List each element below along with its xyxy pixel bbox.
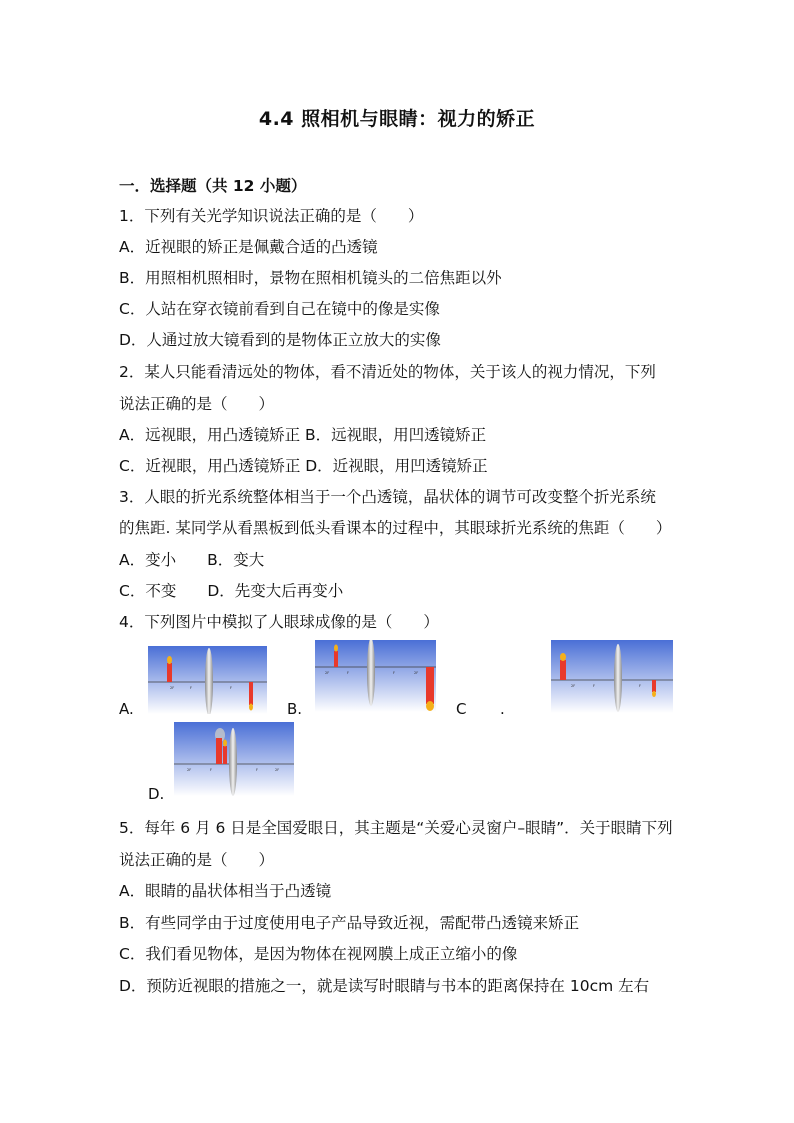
option-d-label: D. [148,785,165,803]
svg-text:2F: 2F [170,686,175,690]
svg-text:2F: 2F [414,671,419,675]
question-5-option-a: A．眼睛的晶状体相当于凸透镜 [119,882,332,900]
question-1-option-c: C．人站在穿衣镜前看到自己在镜中的像是实像 [119,300,440,318]
option-c-label: C [456,700,467,718]
svg-text:F: F [190,686,193,690]
question-5-option-b: B．有些同学由于过度使用电子产品导致近视，需配带凸透镜来矫正 [119,914,580,932]
question-1-option-a: A．近视眼的矫正是佩戴合适的凸透镜 [119,238,378,256]
svg-text:F: F [347,671,350,675]
svg-text:2F: 2F [275,768,280,772]
question-5-stem-line2: 说法正确的是（ ） [119,851,275,869]
option-c-label-dot: . [500,700,505,718]
option-a-label: A. [119,700,134,718]
lens-diagram-d [174,722,294,796]
lens-diagram-c [551,640,673,713]
option-b-label: B. [287,700,303,718]
svg-text:F: F [256,768,259,772]
svg-text:F: F [230,686,233,690]
question-5-option-c: C．我们看见物体，是因为物体在视网膜上成正立缩小的像 [119,945,518,963]
question-3-options-row1: A．变小 B．变大 [119,551,265,569]
section-heading: 一．选择题（共 12 小题） [119,177,307,195]
question-3-stem-line1: 3．人眼的折光系统整体相当于一个凸透镜，晶状体的调节可改变整个折光系统 [119,488,656,506]
question-2-stem-line1: 2．某人只能看清远处的物体，看不清近处的物体，关于该人的视力情况，下列 [119,363,656,381]
page-title: 4.4 照相机与眼睛：视力的矫正 [258,108,536,130]
question-3-options-row2: C．不变 D．先变大后再变小 [119,582,344,600]
svg-text:F: F [210,768,213,772]
question-5-stem-line1: 5．每年 6 月 6 日是全国爱眼日，其主题是“关爱心灵窗户–眼睛”．关于眼睛下列 [119,819,673,837]
question-1-option-d: D．人通过放大镜看到的是物体正立放大的实像 [119,331,441,349]
svg-text:2F: 2F [571,684,576,688]
question-5-option-d: D．预防近视眼的措施之一，就是读写时眼睛与书本的距离保持在 10cm 左右 [119,977,650,995]
question-1-stem: 1．下列有关光学知识说法正确的是（ ） [119,207,424,225]
question-2-options-row1: A．远视眼，用凸透镜矫正 B．远视眼，用凹透镜矫正 [119,426,487,444]
svg-text:F: F [393,671,396,675]
svg-text:2F: 2F [325,671,330,675]
question-3-stem-line2: 的焦距. 某同学从看黑板到低头看课本的过程中，其眼球折光系统的焦距（ ） [119,519,672,537]
lens-diagram-a [148,646,267,714]
question-2-options-row2: C．近视眼，用凸透镜矫正 D．近视眼，用凹透镜矫正 [119,457,488,475]
svg-text:F: F [639,684,642,688]
svg-text:2F: 2F [187,768,192,772]
question-4-stem: 4．下列图片中模拟了人眼球成像的是（ ） [119,613,439,631]
question-1-option-b: B．用照相机照相时，景物在照相机镜头的二倍焦距以外 [119,269,502,287]
svg-text:F: F [593,684,596,688]
lens-diagram-b [315,640,436,712]
question-2-stem-line2: 说法正确的是（ ） [119,395,275,413]
